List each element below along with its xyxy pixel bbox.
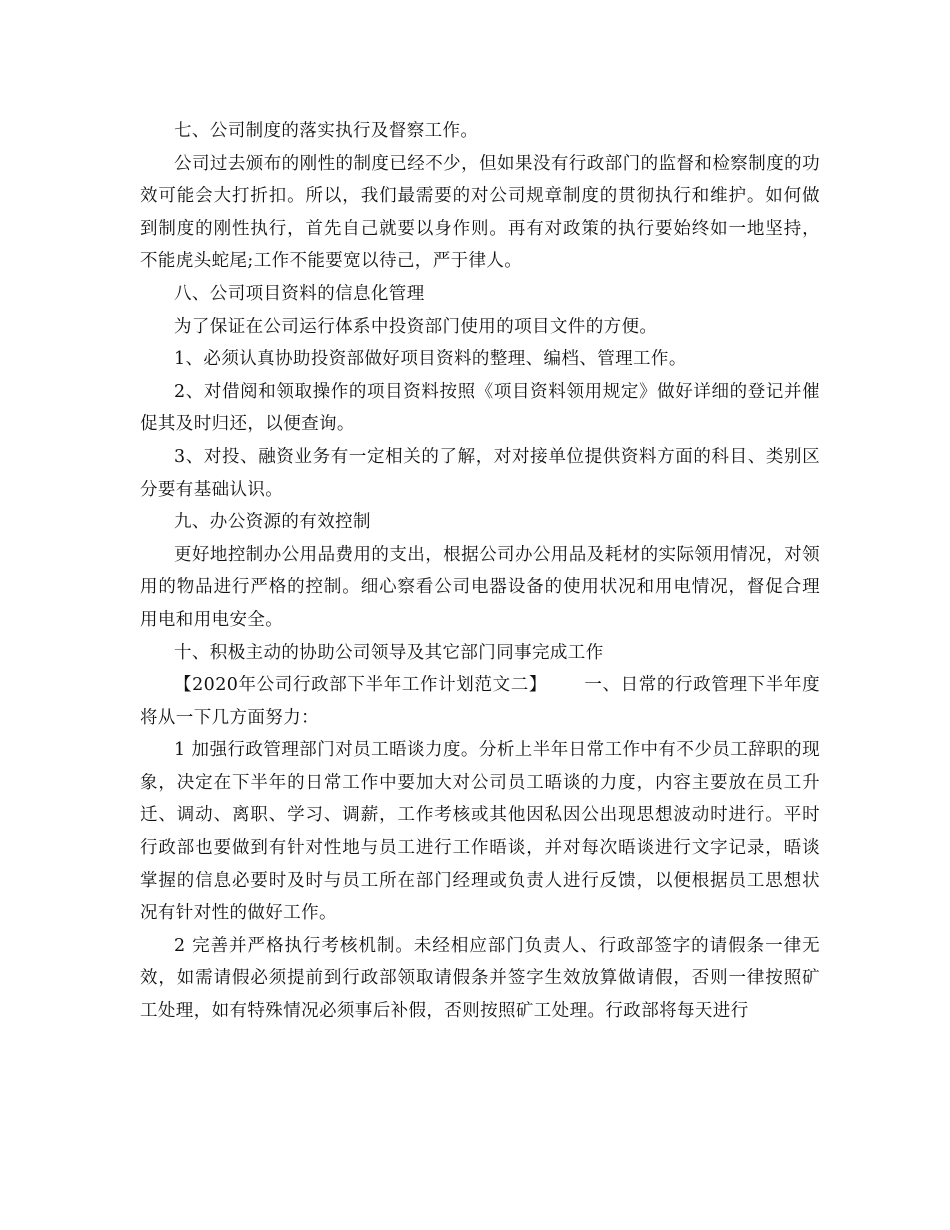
- body-paragraph: 为了保证在公司运行体系中投资部门使用的项目文件的方便。: [174, 316, 658, 337]
- list-item: 2 完善并严格执行考核机制。未经相应部门负责人、行政部签字的请假条一律无效，如需请假必须提前到行政部领取请假条并签字生效放算做请假，否则一律按照矿工处理，如有特殊情况必须事后补假，否则按照矿工处理。行政部将每天进行: [140, 935, 820, 1022]
- list-item: 1、必须认真协助投资部做好项目资料的整理、编档、管理工作。: [174, 349, 687, 370]
- section-heading-7: 七、公司制度的落实执行及督察工作。: [174, 121, 479, 141]
- list-item: 1 加强行政管理部门对员工晤谈力度。分析上半年日常工作中有不少员工辞职的现象，决定在下半年的日常工作中要加大对公司员工晤谈的力度，内容主要放在员工升迁、调动、离职、学习、调薪，工作考核或其他因私因公出现思想波动时进行。平时行政部也要做到有针对性地与员工进行工作晤谈，并对每次晤谈进行文字记录，晤谈掌握的信息必要时及时与员工所在部门经理或负责人进行反馈，以便根据员工思想状况有针对性的做好工作。: [140, 740, 820, 924]
- document-body: [140, 115, 820, 1028]
- body-paragraph: 更好地控制办公用品费用的支出，根据公司办公用品及耗材的实际领用情况，对领用的物品进行严格的控制。细心察看公司电器设备的使用状况和用电情况，督促合理用电和用电安全。: [140, 544, 820, 630]
- list-item: 3、对投、融资业务有一定相关的了解，对对接单位提供资料方面的科目、类别区分要有基础认识。: [140, 446, 820, 500]
- list-item: 2、对借阅和领取操作的项目资料按照《项目资料领用规定》做好详细的登记并催促其及时归还，以便查询。: [140, 381, 820, 435]
- section-heading-8: 八、公司项目资料的信息化管理: [174, 283, 425, 304]
- section-heading-10: 十、积极主动的协助公司领导及其它部门同事完成工作: [174, 642, 604, 663]
- body-paragraph: 公司过去颁布的刚性的制度已经不少，但如果没有行政部门的监督和检察制度的功效可能会大打折扣。所以，我们最需要的对公司规章制度的贯彻执行和维护。如何做到制度的刚性执行，首先自己就要以身作则。再有对政策的执行要始终如一地坚持，不能虎头蛇尾;工作不能要宽以待己，严于律人。: [140, 153, 820, 272]
- sample-title-paragraph: 【2020年公司行政部下半年工作计划范文二】 一、日常的行政管理下半年度将从一下几方面努力：: [140, 675, 820, 728]
- section-heading-9: 九、办公资源的有效控制: [174, 512, 371, 533]
